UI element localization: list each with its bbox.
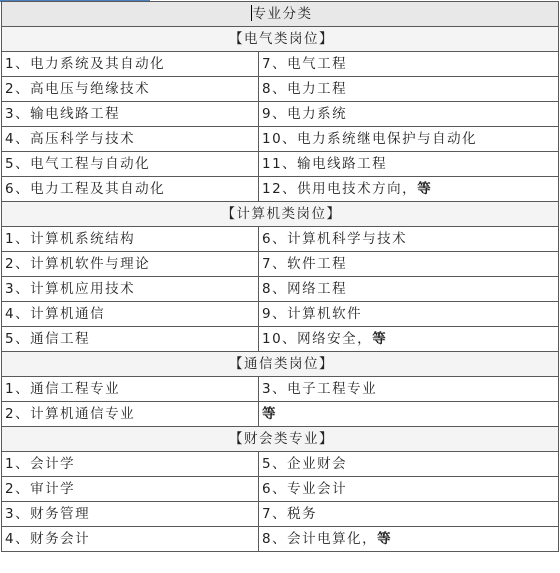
- right-cell: 7、软件工程: [259, 252, 559, 277]
- left-cell: 4、财务会计: [2, 527, 259, 552]
- table-row: [2, 77, 559, 102]
- right-cell: 7、税务: [259, 502, 559, 527]
- section-heading-telecom: 【通信类岗位】: [2, 352, 559, 377]
- right-cell: 6、计算机科学与技术: [259, 227, 559, 252]
- right-cell: 5、企业财会: [259, 452, 559, 477]
- etc-marker: 等: [262, 406, 276, 422]
- left-cell: 1、通信工程专业: [2, 377, 259, 402]
- table-row: [2, 52, 559, 77]
- table-row: [2, 327, 559, 352]
- right-cell: 10、电力系统继电保护与自动化: [259, 127, 559, 152]
- table-row: [2, 177, 559, 202]
- right-cell-text: 10、网络安全，: [262, 331, 373, 347]
- left-cell: 1、会计学: [2, 452, 259, 477]
- left-cell: 2、计算机软件与理论: [2, 252, 259, 277]
- etc-marker: 等: [372, 331, 386, 347]
- etc-marker: 等: [417, 181, 431, 197]
- right-cell: 3、电子工程专业: [259, 377, 559, 402]
- table-row: [2, 477, 559, 502]
- table-row: [2, 127, 559, 152]
- table-row: [2, 302, 559, 327]
- right-cell: [259, 527, 559, 552]
- left-cell: 3、财务管理: [2, 502, 259, 527]
- left-cell: 2、审计学: [2, 477, 259, 502]
- right-cell: [259, 177, 559, 202]
- left-cell: 5、通信工程: [2, 327, 259, 352]
- right-cell: 9、电力系统: [259, 102, 559, 127]
- section-heading-computer: 【计算机类岗位】: [2, 202, 559, 227]
- left-cell: 2、高电压与绝缘技术: [2, 77, 259, 102]
- section-header-row: [2, 352, 559, 377]
- right-cell: 9、计算机软件: [259, 302, 559, 327]
- left-cell: 4、高压科学与技术: [2, 127, 259, 152]
- left-cell: 3、输电线路工程: [2, 102, 259, 127]
- table-row: [2, 227, 559, 252]
- table-title: 专业分类: [252, 6, 313, 22]
- left-cell: 4、计算机通信: [2, 302, 259, 327]
- table-row: [2, 277, 559, 302]
- table-title-cell[interactable]: [2, 2, 559, 27]
- right-cell: 8、网络工程: [259, 277, 559, 302]
- table-row: [2, 527, 559, 552]
- section-header-row: [2, 202, 559, 227]
- left-cell: 1、计算机系统结构: [2, 227, 259, 252]
- left-cell: 1、电力系统及其自动化: [2, 52, 259, 77]
- table-row: [2, 252, 559, 277]
- right-cell-text: 8、会计电算化，: [262, 531, 378, 547]
- table-row: [2, 152, 559, 177]
- right-cell: 7、电气工程: [259, 52, 559, 77]
- table-row: [2, 502, 559, 527]
- right-cell-text: 12、供用电技术方向，: [262, 181, 418, 197]
- table-row: [2, 102, 559, 127]
- table-row: [2, 377, 559, 402]
- right-cell: 11、输电线路工程: [259, 152, 559, 177]
- table-header-row: [2, 2, 559, 27]
- left-cell: 5、电气工程与自动化: [2, 152, 259, 177]
- right-cell: 8、电力工程: [259, 77, 559, 102]
- major-classification-table: [1, 1, 559, 552]
- text-cursor: [251, 5, 252, 21]
- section-header-row: [2, 427, 559, 452]
- right-cell: [259, 402, 559, 427]
- right-cell: [259, 327, 559, 352]
- left-cell: 2、计算机通信专业: [2, 402, 259, 427]
- section-heading-electrical: 【电气类岗位】: [2, 27, 559, 52]
- section-heading-accounting: 【财会类专业】: [2, 427, 559, 452]
- right-cell: 6、专业会计: [259, 477, 559, 502]
- table-row: [2, 402, 559, 427]
- section-header-row: [2, 27, 559, 52]
- table-row: [2, 452, 559, 477]
- left-cell: 3、计算机应用技术: [2, 277, 259, 302]
- etc-marker: 等: [377, 531, 391, 547]
- left-cell: 6、电力工程及其自动化: [2, 177, 259, 202]
